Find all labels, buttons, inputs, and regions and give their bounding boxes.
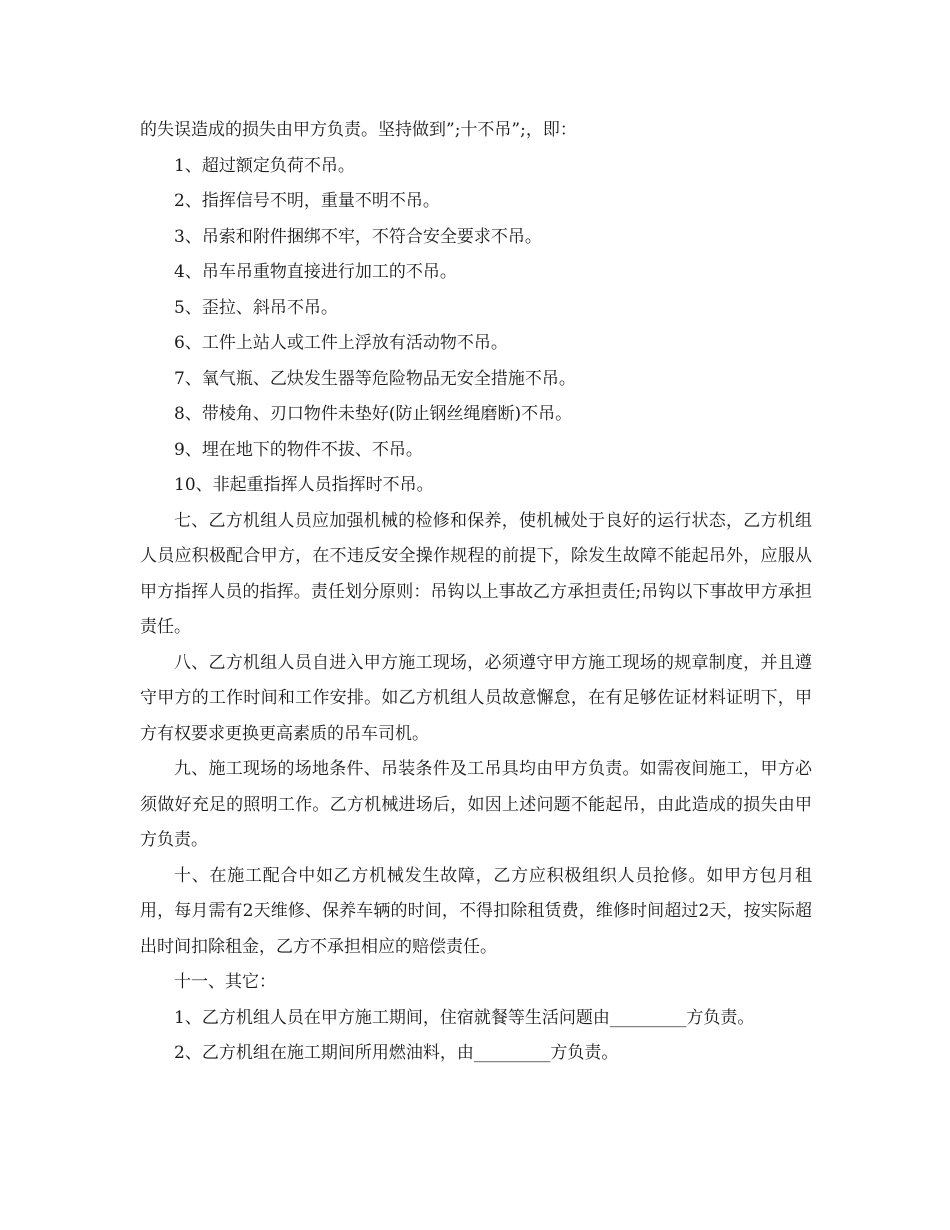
rule-item-1: 1、超过额定负荷不吊。	[174, 155, 355, 176]
clause-11-item-2: 2、乙方机组在施工期间所用燃油料，由_________方负责。	[174, 1043, 619, 1063]
document-body	[140, 113, 812, 1072]
rule-item-5: 5、歪拉、斜吊不吊。	[174, 297, 338, 318]
clause-10: 十、在施工配合中如乙方机械发生故障，乙方应积极组织人员抢修。如甲方包月租用，每月需有2天维修、保养车辆的时间，不得扣除租赁费，维修时间超过2天，按实际超出时间扣除租金，乙方不承担相应的赔偿责任。	[140, 865, 812, 957]
rule-item-7: 7、氧气瓶、乙炔发生器等危险物品无安全措施不吊。	[174, 368, 576, 389]
clause-9: 九、施工现场的场地条件、吊装条件及工吊具均由甲方负责。如需夜间施工，甲方必须做好充足的照明工作。乙方机械进场后，如因上述问题不能起吊，由此造成的损失由甲方负责。	[140, 759, 812, 850]
clause-7: 七、乙方机组人员应加强机械的检修和保养，使机械处于良好的运行状态，乙方机组人员应积极配合甲方，在不违反安全操作规程的前提下，除发生故障不能起吊外，应服从甲方指挥人员的指挥。责任划分原则：吊钩以上事故乙方承担责任;吊钩以下事故甲方承担责任。	[140, 510, 812, 637]
rule-item-3: 3、吊索和附件捆绑不牢，不符合安全要求不吊。	[174, 226, 542, 247]
rule-item-2: 2、指挥信号不明，重量不明不吊。	[174, 191, 440, 211]
rule-item-10: 10、非起重指挥人员指挥时不吊。	[174, 475, 434, 495]
clause-11-item-1: 1、乙方机组人员在甲方施工期间，住宿就餐等生活问题由_________方负责。	[174, 1007, 755, 1028]
clause-11-heading: 十一、其它：	[174, 972, 276, 992]
rule-item-4: 4、吊车吊重物直接进行加工的不吊。	[174, 262, 457, 282]
paragraph-continuation: 的失误造成的损失由甲方负责。坚持做到”;十不吊”;，即：	[140, 120, 577, 140]
rule-item-8: 8、带棱角、刃口物件未垫好(防止钢丝绳磨断)不吊。	[174, 404, 573, 424]
rule-item-6: 6、工件上站人或工件上浮放有活动物不吊。	[174, 333, 508, 353]
clause-8: 八、乙方机组人员自进入甲方施工现场，必须遵守甲方施工现场的规章制度，并且遵守甲方的工作时间和工作安排。如乙方机组人员故意懈怠，在有足够佐证材料证明下，甲方有权要求更换更高素质的吊车司机。	[140, 652, 812, 744]
rule-item-9: 9、埋在地下的物件不拔、不吊。	[174, 439, 423, 460]
